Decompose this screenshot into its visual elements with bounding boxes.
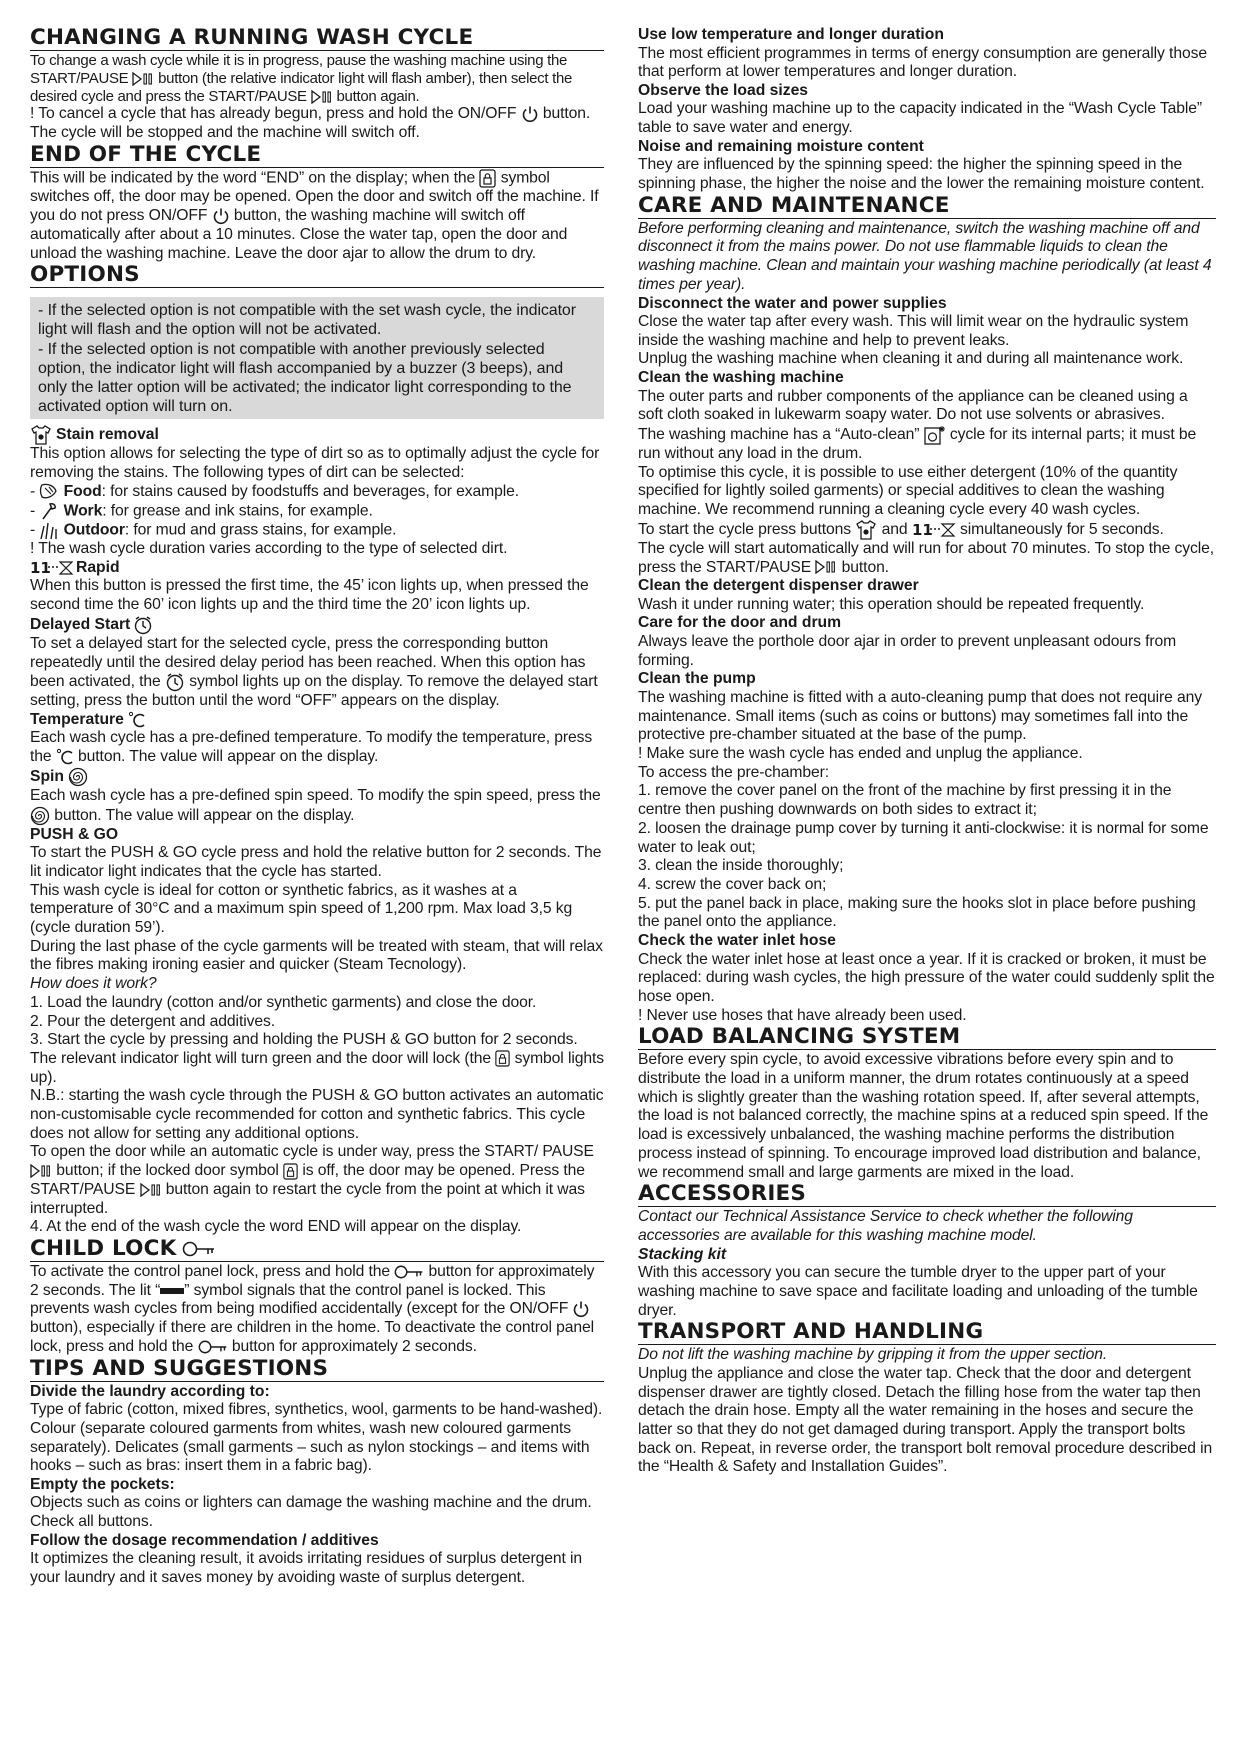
pockets-title: Empty the pockets: bbox=[30, 1475, 175, 1493]
options-notice-box bbox=[30, 297, 604, 419]
options-notice-2: - If the selected option is not compatible with another previously selected option, the indicator light will flash accompanied by a buzzer (3 beeps), and only the latter option will be activated; the indicator light corresponding to the activated option will turn on. bbox=[38, 340, 572, 416]
noise-title: Noise and remaining moisture content bbox=[638, 137, 924, 155]
temperature-text: Each wash cycle has a pre-defined temperature. To modify the temperature, press the button. The value will appear on the display. bbox=[30, 729, 593, 766]
key-icon bbox=[198, 1339, 228, 1355]
start-pause-icon bbox=[815, 560, 837, 574]
clean-machine-text: The outer parts and rubber components of the appliance can be cleaned using a soft cloth soaked in lukewarm soapy water. Do not use solvents or abrasives. bbox=[638, 387, 1188, 424]
autoclean-run-text: The cycle will start automatically and will run for about 70 minutes. To stop the cycle, press the START/PAUSE button. bbox=[638, 539, 1214, 576]
push-go-text-2: This wash cycle is ideal for cotton or synthetic fabrics, as it washes at a temperature of 30°C and a maximum spin speed of 1,200 rpm. Max load 3,5 kg (cycle duration 59’). bbox=[30, 881, 573, 937]
stain-removal-text: This option allows for selecting the type of dirt so as to optimally adjust the cycle for removing the stains. The following types of dirt can be selected: bbox=[30, 445, 600, 482]
drawer-title: Clean the detergent dispenser drawer bbox=[638, 577, 919, 595]
power-icon bbox=[212, 207, 230, 225]
low-temp-text: The most efficient programmes in terms of energy consumption are generally those that perform at lower temperatures and longer duration. bbox=[638, 44, 1207, 81]
optimise-text: To optimise this cycle, it is possible to use either detergent (10% of the quantity specified for lightly soiled garments) or special additives to clean the washing machine. We recommend running a cleaning cycle every 40 wash cycles. bbox=[638, 463, 1178, 519]
rapid-title: 11 Rapid bbox=[30, 558, 120, 578]
start-pause-icon bbox=[140, 1183, 162, 1197]
stain-icon bbox=[855, 520, 877, 540]
cancel-cycle-text: ! To cancel a cycle that has already begun, press and hold the ON/OFF button. The cycle will be stopped and the machine will switch off. bbox=[30, 105, 591, 142]
clock-icon bbox=[133, 615, 153, 635]
rapid-text: When this button is pressed the first time, the 45’ icon lights up, when pressed the second time the 60’ icon lights up and the third time the 20’ icon lights up. bbox=[30, 577, 589, 614]
options-notice-1: - If the selected option is not compatible with the set wash cycle, the indicator light will flash and the option will not be activated. bbox=[38, 302, 576, 339]
pump-access: To access the pre-chamber: bbox=[638, 763, 829, 781]
accessories-heading: ACCESSORIES bbox=[638, 1182, 1216, 1207]
stain-removal-title: Stain removal bbox=[30, 425, 604, 445]
push-go-title: PUSH & GO bbox=[30, 825, 119, 843]
key-icon bbox=[394, 1264, 424, 1280]
options-heading: OPTIONS bbox=[30, 263, 604, 288]
spin-icon bbox=[30, 806, 50, 826]
accessories-intro: Contact our Technical Assistance Service to check whether the following accessories are available for this washing machine model. bbox=[638, 1208, 1133, 1244]
pump-step-1: 1. remove the cover panel on the front of the machine by first pressing it in the centre then pushing downwards on both sides to extract it; bbox=[638, 782, 1172, 819]
stain-outdoor: - Outdoor: for mud and grass stains, for example. bbox=[30, 521, 397, 539]
stacking-kit-text: With this accessory you can secure the tumble dryer to the upper part of your washing machine to save space and facilitate loading and unloading of the tumble dryer. bbox=[638, 1264, 1198, 1319]
push-go-step-2: 2. Pour the detergent and additives. bbox=[30, 1012, 275, 1030]
hose-title: Check the water inlet hose bbox=[638, 932, 836, 950]
clock-icon bbox=[165, 672, 185, 692]
push-go-text-1: To start the PUSH & GO cycle press and hold the relative button for 2 seconds. The lit indicator light indicates that the cycle has started. bbox=[30, 844, 602, 880]
transport-intro: Do not lift the washing machine by gripping it from the upper section. bbox=[638, 1346, 1108, 1364]
drawer-text: Wash it under running water; this operation should be repeated frequently. bbox=[638, 595, 1145, 613]
dosage-title: Follow the dosage recommendation / additives bbox=[30, 1531, 379, 1549]
end-cycle-text: This will be indicated by the word “END” on the display; when the symbol switches off, the door may be opened. Open the door and switch off the machine. If you do not press ON/OFF button, the washing machine will switch off automatically after about a 10 minutes. Close the water tap, open the door and unload the washing machine. Leave the door ajar to allow the drum to dry. bbox=[30, 169, 599, 262]
delayed-start-text: To set a delayed start for the selected cycle, press the corresponding button repeatedly until the desired delay period has been reached. When this option has been activated, the symbol lights up on the display. To remove the delayed start setting, press the button until the word “OFF” appears on the display. bbox=[30, 634, 598, 710]
pump-step-2: 2. loosen the drainage pump cover by turning it anti-clockwise: it is normal for some water to leak out; bbox=[638, 819, 1209, 856]
pump-warning: ! Make sure the wash cycle has ended and unplug the appliance. bbox=[638, 744, 1083, 762]
clean-machine-title: Clean the washing machine bbox=[638, 369, 844, 387]
push-go-text-3: During the last phase of the cycle garments will be treated with steam, that will relax the fibres making ironing easier and quicker (Steam Tecnology). bbox=[30, 937, 603, 974]
stacking-kit-title: Stacking kit bbox=[638, 1245, 727, 1263]
svg-text:11: 11 bbox=[911, 520, 933, 539]
spin-icon bbox=[68, 767, 88, 787]
door-drum-title: Care for the door and drum bbox=[638, 614, 842, 632]
divide-text: Type of fabric (cotton, mixed fibres, synthetics, wool, garments to be hand-washed). Colour (separate coloured garments from whites, wash new coloured garments separately). Delicates (small garments – such as nylon stockings – and items with hooks – such as bras: insert them in a fabric bag). bbox=[30, 1401, 603, 1475]
start-pause-icon bbox=[311, 90, 333, 104]
transport-text: Unplug the appliance and close the water tap. Check that the door and detergent dispenser drawer are tightly closed. Detach the filling hose from the water tap then detach the drain hose. Empty all the water remaining in the hoses and secure the latter so that they do not get damaged during transport. Apply the transport bolts back on. Repeat, in reverse order, the transport bolt removal procedure described in the “Health & Safety and Installation Guides”. bbox=[638, 1364, 1213, 1476]
child-lock-heading: CHILD LOCK bbox=[30, 1237, 604, 1262]
start-pause-icon bbox=[132, 72, 154, 86]
stain-note: ! The wash cycle duration varies according to the type of selected dirt. bbox=[30, 540, 508, 558]
tips-heading: TIPS AND SUGGESTIONS bbox=[30, 1357, 604, 1382]
power-icon bbox=[572, 1300, 590, 1318]
pump-step-3: 3. clean the inside thoroughly; bbox=[638, 857, 844, 875]
food-icon bbox=[39, 483, 59, 500]
push-go-step-4: 4. At the end of the wash cycle the word END will appear on the display. bbox=[30, 1218, 522, 1236]
right-column bbox=[638, 26, 1216, 1477]
low-temp-title: Use low temperature and longer duration bbox=[638, 26, 944, 43]
noise-text: They are influenced by the spinning speed: the higher the spinning speed in the spinning phase, the higher the noise and the lower the remaining moisture content. bbox=[638, 156, 1205, 193]
lock-bar-icon bbox=[160, 1287, 184, 1295]
door-lock-icon bbox=[283, 1163, 298, 1180]
start-autoclean-text: To start the cycle press buttons and 11 simultaneously for 5 seconds. bbox=[638, 520, 1164, 539]
autoclean-icon bbox=[924, 425, 946, 445]
dosage-text: It optimizes the cleaning result, it avoids irritating residues of surplus detergent in your laundry and it saves money by avoiding waste of surplus detergent. bbox=[30, 1550, 582, 1587]
push-go-step-1: 1. Load the laundry (cotton and/or synthetic garments) and close the door. bbox=[30, 993, 537, 1011]
disconnect-text-2: Unplug the washing machine when cleaning it and during all maintenance work. bbox=[638, 350, 1184, 368]
stain-food: - Food: for stains caused by foodstuffs and beverages, for example. bbox=[30, 482, 520, 500]
transport-heading: TRANSPORT AND HANDLING bbox=[638, 1320, 1216, 1345]
start-pause-icon bbox=[30, 1164, 52, 1178]
outdoor-icon bbox=[39, 521, 59, 540]
rapid-icon bbox=[912, 521, 956, 539]
care-heading: CARE AND MAINTENANCE bbox=[638, 194, 1216, 219]
pockets-text: Objects such as coins or lighters can damage the washing machine and the drum. Check all buttons. bbox=[30, 1494, 592, 1531]
spin-title: Spin bbox=[30, 767, 604, 787]
temperature-icon bbox=[56, 748, 74, 766]
pump-text: The washing machine is fitted with a auto-cleaning pump that does not require any maintenance. Small items (such as coins or buttons) may sometimes fall into the protective pre-chamber situated at the base of the pump. bbox=[638, 688, 1202, 744]
door-drum-text: Always leave the porthole door ajar in order to prevent unpleasant odours from forming. bbox=[638, 632, 1177, 669]
end-cycle-heading: END OF THE CYCLE bbox=[30, 143, 604, 168]
key-icon bbox=[182, 1240, 216, 1258]
hose-text: Check the water inlet hose at least once a year. If it is cracked or broken, it must be replaced: during wash cycles, the high pressure of the water could suddenly split the hose open. bbox=[638, 950, 1215, 1005]
door-lock-icon bbox=[479, 169, 496, 188]
work-icon bbox=[39, 502, 59, 521]
stain-work: - Work: for grease and ink stains, for example. bbox=[30, 502, 373, 520]
child-lock-text: To activate the control panel lock, press and hold the button for approximately 2 seconds. The lit “ ” symbol signals that the control panel is locked. This prevents wash cycles from being modified accidentally (except for the ON/OFF button), especially if there are children in the home. To deactivate the control panel lock, press and hold the button for approximately 2 seconds. bbox=[30, 1262, 595, 1355]
load-sizes-title: Observe the load sizes bbox=[638, 81, 809, 99]
svg-text:11: 11 bbox=[30, 559, 51, 578]
left-column bbox=[30, 26, 604, 1588]
hose-warning: ! Never use hoses that have already been used. bbox=[638, 1006, 967, 1024]
delayed-start-title: Delayed Start bbox=[30, 615, 604, 635]
push-go-open: To open the door while an automatic cycle is under way, press the START/ PAUSE button; if the locked door symbol is off, the door may be opened. Press the START/PAUSE button again to restart the cycle from the point at which it was interrupted. bbox=[30, 1143, 594, 1217]
disconnect-text: Close the water tap after every wash. This will limit wear on the hydraulic system inside the washing machine and help to prevent leaks. bbox=[638, 313, 1189, 349]
push-go-nb: N.B.: starting the wash cycle through the PUSH & GO button activates an automatic non-customisable cycle recommended for cotton and synthetic fabrics. This cycle does not allow for setting any additional options. bbox=[30, 1087, 604, 1142]
auto-clean-text: The washing machine has a “Auto-clean” cycle for its internal parts; it must be run without any load in the drum. bbox=[638, 426, 1197, 463]
pump-title: Clean the pump bbox=[638, 670, 756, 688]
load-sizes-text: Load your washing machine up to the capacity indicated in the “Wash Cycle Table” table to save water and energy. bbox=[638, 100, 1203, 137]
power-icon bbox=[521, 105, 539, 123]
temperature-title: Temperature bbox=[30, 711, 604, 730]
load-balancing-text: Before every spin cycle, to avoid excessive vibrations before every spin and to distribute the load in a uniform manner, the drum rotates continuously at a speed which is slightly greater than the washing rotation speed. If, after several attempts, the load is not balanced correctly, the machine spins at a reduced spin speed. If the load is excessively unbalanced, the washing machine performs the distribution process instead of spinning. To encourage improved load distribution and balance, we recommend small and large garments are mixed in the load. bbox=[638, 1051, 1209, 1181]
push-go-step-3: 3. Start the cycle by pressing and holding the PUSH & GO button for 2 seconds. The relevant indicator light will turn green and the door will lock (the symbol lights up). bbox=[30, 1031, 604, 1086]
temperature-icon bbox=[128, 711, 146, 729]
pump-step-5: 5. put the panel back in place, making sure the hooks slot in place before pushing the panel onto the appliance. bbox=[638, 894, 1196, 931]
divide-title: Divide the laundry according to: bbox=[30, 1382, 270, 1400]
care-intro: Before performing cleaning and maintenance, switch the washing machine off and disconnect it from the mains power. Do not use flammable liquids to clean the washing machine. Clean and maintain your washing machine periodically (at least 4 times per year). bbox=[638, 219, 1212, 293]
door-lock-icon bbox=[495, 1050, 510, 1067]
disconnect-title: Disconnect the water and power supplies bbox=[638, 294, 947, 312]
stain-icon bbox=[30, 425, 52, 445]
push-go-how: How does it work? bbox=[30, 975, 157, 993]
spin-text: Each wash cycle has a pre-defined spin speed. To modify the spin speed, press the button. The value will appear on the display. bbox=[30, 787, 601, 824]
pump-step-4: 4. screw the cover back on; bbox=[638, 875, 827, 893]
rapid-icon bbox=[30, 559, 74, 577]
load-balancing-heading: LOAD BALANCING SYSTEM bbox=[638, 1025, 1216, 1050]
changing-cycle-heading: CHANGING A RUNNING WASH CYCLE bbox=[30, 26, 604, 51]
changing-cycle-text: To change a wash cycle while it is in progress, pause the washing machine using the START/PAUSE button (the relative indicator light will flash amber), then select the desired cycle and press the START/PAUSE button again. bbox=[30, 52, 573, 105]
